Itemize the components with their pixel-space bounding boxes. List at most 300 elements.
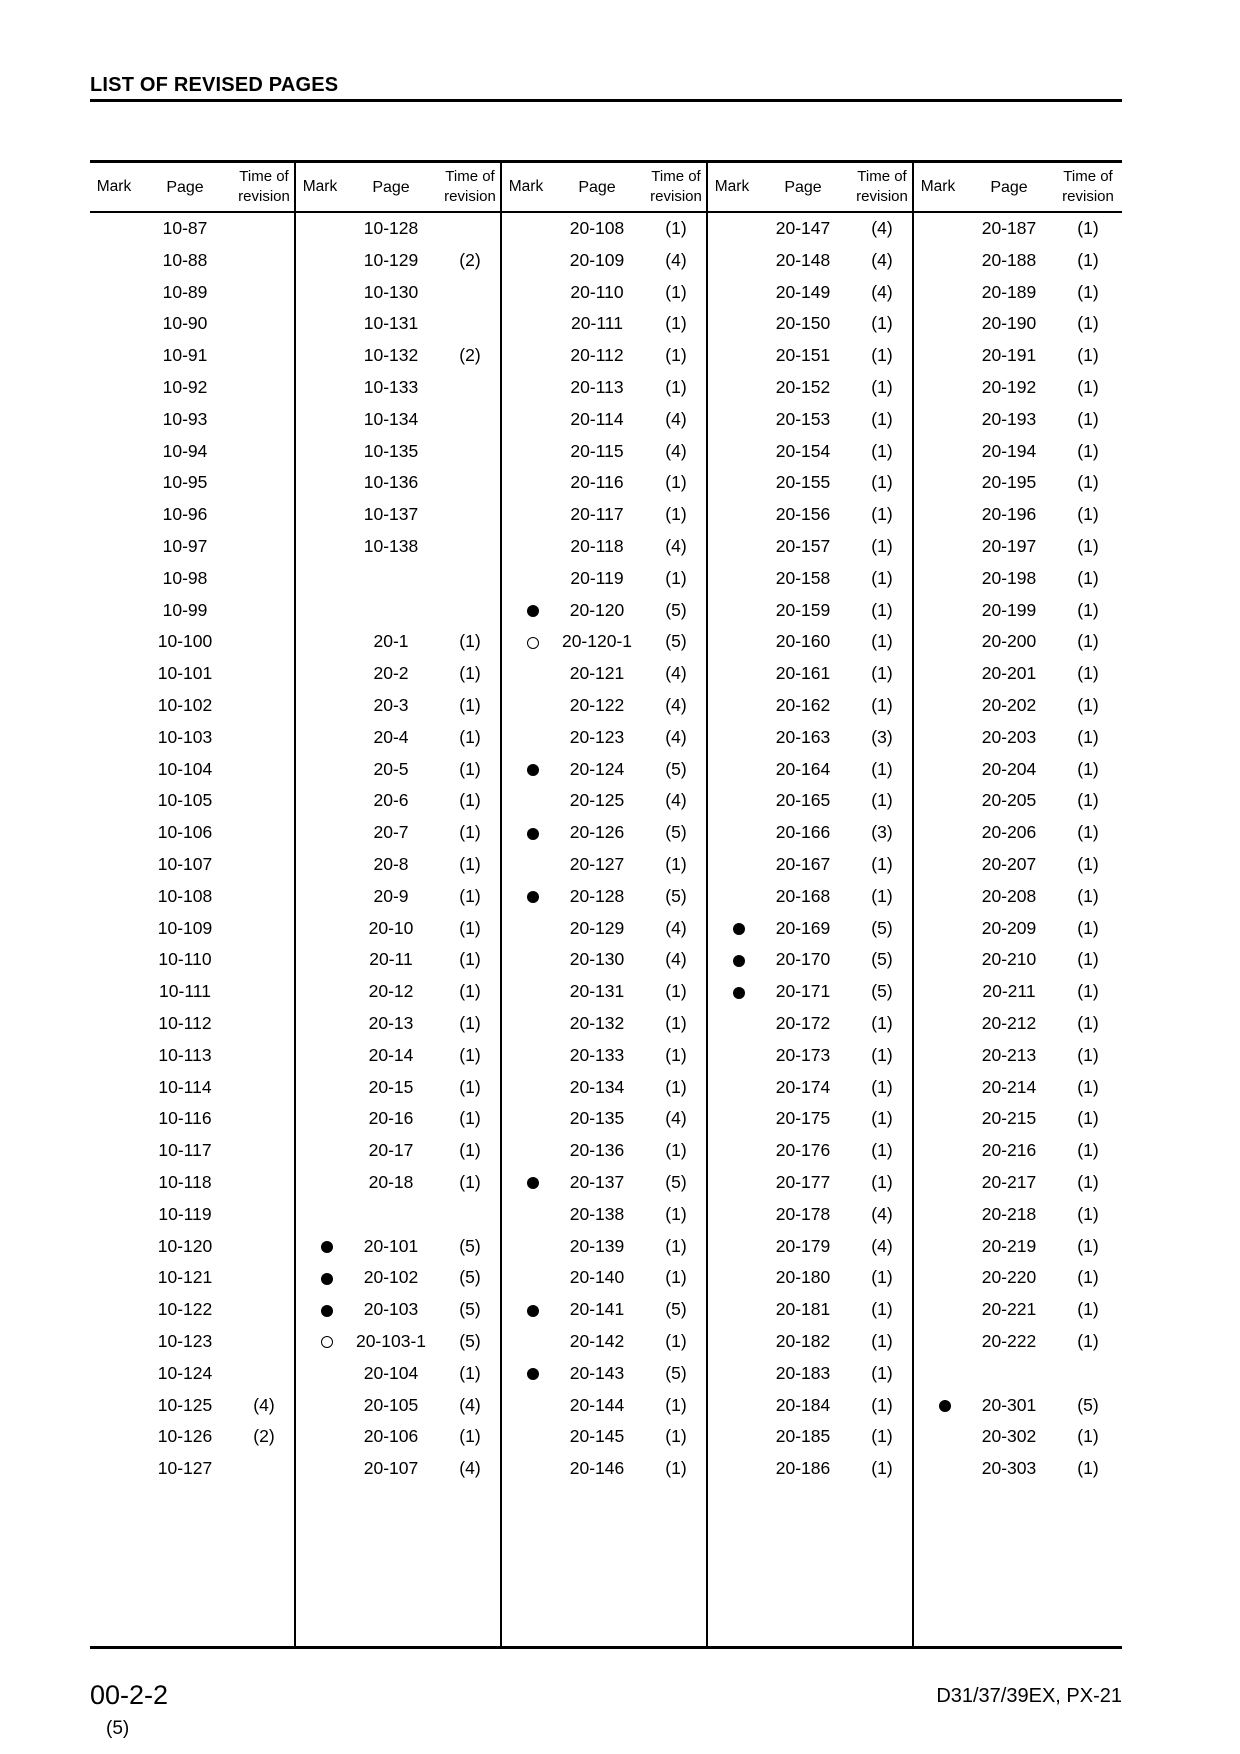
page-cell: 20-162: [775, 695, 831, 715]
page-cell: 20-214: [981, 1076, 1037, 1097]
mark-cell: [914, 1421, 962, 1451]
time-of-revision-cell: (1): [665, 1044, 687, 1065]
mark-cell: [914, 1294, 962, 1324]
time-of-revision-cell: (1): [1077, 1203, 1099, 1224]
time-of-revision-cell: (5): [459, 1299, 481, 1320]
mark-cell: [90, 436, 138, 466]
page-cell: 20-153: [775, 408, 831, 429]
time-of-revision-cell: (1): [871, 1458, 893, 1479]
mark-cell: [914, 722, 962, 752]
page-cell: 10-121: [157, 1267, 213, 1288]
page-cell: 20-112: [570, 345, 624, 366]
time-of-revision-cell: [438, 1199, 502, 1229]
time-of-revision-cell: (4): [665, 949, 687, 970]
page-cell: 20-211: [982, 981, 1036, 1002]
time-of-revision-cell: [232, 1358, 296, 1388]
page-cell: 20-163: [775, 726, 831, 747]
time-of-revision-cell: (5): [1077, 1394, 1099, 1415]
time-of-revision-cell: [232, 1453, 296, 1483]
mark-cell: [708, 913, 756, 943]
page-cell: [962, 1358, 1056, 1388]
time-of-revision-cell: (1): [871, 313, 893, 334]
table-row: [914, 1421, 1120, 1451]
time-of-revision-cell: (2): [459, 345, 481, 366]
mark-cell: [502, 1103, 550, 1133]
table-row: [708, 976, 914, 1006]
page-cell: 20-185: [775, 1426, 831, 1447]
time-of-revision-cell: (4): [665, 408, 687, 429]
table-row: [90, 436, 296, 466]
page-cell: 20-200: [981, 631, 1037, 652]
mark-cell: [708, 1072, 756, 1102]
time-of-revision-cell: (1): [871, 663, 893, 684]
table-row: [914, 1231, 1120, 1261]
table-row: [296, 913, 502, 943]
table-row: [502, 1326, 708, 1356]
mark-cell: [708, 531, 756, 561]
mark-cell: [708, 595, 756, 625]
mark-cell: [502, 1199, 550, 1229]
table-row: [296, 881, 502, 911]
time-of-revision-cell: [438, 467, 502, 497]
page-cell: 20-184: [775, 1394, 831, 1415]
time-of-revision-cell: [232, 1135, 296, 1165]
time-of-revision-cell: (1): [665, 1013, 687, 1033]
mark-cell: [708, 722, 756, 752]
mark-cell: [708, 1421, 756, 1451]
table-row: [914, 913, 1120, 943]
time-of-revision-cell: (1): [665, 1203, 687, 1224]
page-cell: 10-127: [157, 1458, 213, 1479]
mark-cell: [914, 817, 962, 847]
table-row: [296, 817, 502, 847]
time-of-revision-cell: [232, 404, 296, 434]
table-row: [90, 467, 296, 497]
time-of-revision-cell: [232, 722, 296, 752]
time-of-revision-cell: (1): [459, 981, 481, 1002]
time-of-revision-cell: (1): [1077, 1108, 1099, 1129]
mark-cell: [90, 1262, 138, 1292]
table-row: [296, 944, 502, 974]
table-row: [90, 1262, 296, 1292]
table-row: [296, 1421, 502, 1451]
mark-cell: [296, 595, 344, 625]
page-cell: 10-104: [157, 758, 213, 779]
time-of-revision-cell: (5): [459, 1331, 481, 1351]
mark-cell: [296, 754, 344, 784]
mark-cell: [708, 1231, 756, 1261]
page-cell: 20-169: [775, 917, 831, 938]
page-cell: 10-103: [157, 726, 213, 747]
page-cell: 20-206: [981, 822, 1037, 843]
mark-cell: [708, 1199, 756, 1229]
table-row: [708, 404, 914, 434]
mark-cell: [90, 1358, 138, 1388]
mark-cell: [90, 690, 138, 720]
table-row: [502, 1008, 708, 1038]
page-cell: 20-103-1: [355, 1331, 427, 1351]
table-row: [914, 563, 1120, 593]
table-row: [296, 404, 502, 434]
table-row: [90, 1453, 296, 1483]
page-cell: 10-92: [162, 377, 208, 397]
filled-circle-icon: [527, 1368, 539, 1380]
table-row: [90, 626, 296, 656]
mark-cell: [296, 436, 344, 466]
mark-cell: [914, 404, 962, 434]
page-cell: 10-94: [162, 440, 208, 461]
table-row: [296, 976, 502, 1006]
table-row: [296, 1040, 502, 1070]
time-of-revision-cell: (1): [871, 1426, 893, 1447]
time-of-revision-cell: (1): [459, 1140, 481, 1161]
mark-cell: [914, 1390, 962, 1420]
page-cell: 20-146: [569, 1458, 625, 1479]
table-row: [90, 595, 296, 625]
time-of-revision-cell: (5): [665, 822, 687, 843]
time-of-revision-cell: (4): [665, 726, 687, 747]
page-cell: 20-2: [373, 663, 409, 684]
page-cell: 20-174: [775, 1076, 831, 1097]
mark-cell: [502, 1453, 550, 1483]
table-row: [90, 1421, 296, 1451]
time-of-revision-cell: [232, 1262, 296, 1292]
table-row: [296, 1072, 502, 1102]
mark-cell: [90, 785, 138, 815]
page-cell: 20-114: [570, 408, 624, 429]
table-row: [708, 1390, 914, 1420]
page-cell: 20-10: [368, 917, 414, 938]
time-of-revision-cell: (1): [459, 1013, 481, 1033]
header-mark: Mark: [96, 178, 132, 195]
mark-cell: [502, 1262, 550, 1292]
mark-cell: [914, 1199, 962, 1229]
mark-cell: [914, 340, 962, 370]
table-row: [914, 467, 1120, 497]
mark-cell: [296, 1199, 344, 1229]
page-cell: 20-115: [570, 440, 624, 461]
mark-cell: [914, 245, 962, 275]
page-cell: 20-209: [981, 917, 1037, 938]
time-of-revision-cell: [232, 531, 296, 561]
page-cell: 20-159: [775, 599, 831, 620]
table-row: [296, 849, 502, 879]
time-of-revision-cell: [438, 499, 502, 529]
header-page: Page: [990, 179, 1028, 196]
mark-cell: [90, 658, 138, 688]
time-of-revision-cell: [438, 436, 502, 466]
time-of-revision-cell: (1): [665, 313, 687, 334]
time-of-revision-cell: (1): [1077, 949, 1099, 970]
page-cell: 20-5: [373, 758, 409, 779]
mark-cell: [502, 881, 550, 911]
mark-cell: [296, 1421, 344, 1451]
time-of-revision-cell: [232, 372, 296, 402]
time-of-revision-cell: (1): [665, 1267, 687, 1288]
header-time-line1: Time of: [445, 168, 495, 185]
table-row: [296, 785, 502, 815]
page-cell: 20-164: [775, 758, 831, 779]
table-row: [502, 626, 708, 656]
time-of-revision-cell: (4): [665, 1108, 687, 1129]
table-row: [914, 849, 1120, 879]
time-of-revision-cell: (4): [665, 917, 687, 938]
mark-cell: [296, 499, 344, 529]
page-cell: 20-119: [570, 567, 624, 588]
time-of-revision-cell: [232, 277, 296, 307]
time-of-revision-cell: (4): [459, 1458, 481, 1479]
time-of-revision-cell: (1): [665, 377, 687, 397]
page-cell: 10-116: [158, 1108, 212, 1129]
footer-page-number: 00-2-2: [90, 1680, 169, 1710]
mark-cell: [296, 1262, 344, 1292]
page-cell: 20-120-1: [561, 631, 633, 652]
time-of-revision-cell: [232, 1103, 296, 1133]
table-row: [296, 499, 502, 529]
page-cell: 20-118: [570, 536, 624, 556]
table-row: [708, 1167, 914, 1197]
mark-cell: [90, 913, 138, 943]
time-of-revision-cell: (1): [665, 504, 687, 525]
page-cell: 20-125: [569, 790, 625, 811]
mark-cell: [914, 1453, 962, 1483]
mark-cell: [502, 1040, 550, 1070]
table-row: [914, 1167, 1120, 1197]
time-of-revision-cell: [438, 213, 502, 243]
time-of-revision-cell: (1): [665, 1394, 687, 1415]
filled-circle-icon: [733, 923, 745, 935]
time-of-revision-cell: (3): [871, 822, 893, 843]
time-of-revision-cell: [232, 881, 296, 911]
header-time-line2: revision: [650, 188, 702, 205]
table-row: [708, 626, 914, 656]
table-row: [90, 308, 296, 338]
page-cell: 20-195: [981, 472, 1037, 493]
table-row: [708, 913, 914, 943]
mark-cell: [914, 372, 962, 402]
page-cell: 20-170: [775, 949, 831, 970]
page-cell: 20-186: [775, 1458, 831, 1479]
mark-cell: [90, 404, 138, 434]
time-of-revision-cell: (1): [665, 1458, 687, 1479]
table-row: [914, 1294, 1120, 1324]
mark-cell: [296, 277, 344, 307]
page-cell: 20-13: [368, 1013, 414, 1033]
page-cell: 20-199: [981, 599, 1037, 620]
page-cell: 10-107: [157, 854, 213, 874]
table-row: [708, 1072, 914, 1102]
page-cell: 20-126: [569, 822, 625, 843]
page-cell: 20-142: [569, 1331, 625, 1351]
page-cell: 20-180: [775, 1267, 831, 1288]
mark-cell: [90, 1326, 138, 1356]
mark-cell: [502, 372, 550, 402]
page-cell: 20-136: [569, 1140, 625, 1161]
table-row: [296, 340, 502, 370]
mark-cell: [502, 1231, 550, 1261]
table-row: [914, 1262, 1120, 1292]
time-of-revision-cell: (1): [1077, 726, 1099, 747]
mark-cell: [708, 1103, 756, 1133]
page-cell: 20-197: [981, 536, 1037, 556]
page-cell: 20-156: [775, 504, 831, 525]
page-cell: 20-172: [775, 1013, 831, 1033]
table-row: [90, 1326, 296, 1356]
mark-cell: [914, 436, 962, 466]
time-of-revision-cell: (4): [665, 440, 687, 461]
page-cell: 20-151: [775, 345, 831, 366]
mark-cell: [296, 531, 344, 561]
page-cell: 10-99: [162, 599, 208, 620]
page-cell: 10-129: [363, 249, 419, 270]
time-of-revision-cell: [232, 1167, 296, 1197]
time-of-revision-cell: (1): [1077, 408, 1099, 429]
table-row: [296, 1167, 502, 1197]
time-of-revision-cell: [232, 1072, 296, 1102]
time-of-revision-cell: (1): [665, 281, 687, 302]
page-cell: 10-124: [157, 1362, 213, 1383]
page-cell: 20-110: [570, 281, 624, 302]
table-row: [708, 1231, 914, 1261]
table-row: [502, 467, 708, 497]
page-cell: 20-7: [373, 822, 409, 843]
table-row: [502, 976, 708, 1006]
time-of-revision-cell: (5): [459, 1267, 481, 1288]
page-cell: 20-8: [373, 854, 409, 874]
mark-cell: [914, 1262, 962, 1292]
mark-cell: [90, 1072, 138, 1102]
column-group-header: [914, 163, 1120, 211]
header-time-of-revision: [232, 167, 296, 207]
page-cell: 20-192: [981, 377, 1037, 397]
time-of-revision-cell: (1): [1077, 790, 1099, 811]
time-of-revision-cell: (1): [1077, 1013, 1099, 1033]
page-cell: 20-303: [981, 1458, 1037, 1479]
mark-cell: [296, 372, 344, 402]
table-row: [90, 913, 296, 943]
header-page: Page: [372, 179, 410, 196]
table-row: [90, 754, 296, 784]
table-row: [502, 1103, 708, 1133]
mark-cell: [296, 213, 344, 243]
mark-cell: [502, 944, 550, 974]
table-row: [90, 881, 296, 911]
table-row: [90, 340, 296, 370]
table-row: [502, 658, 708, 688]
page-cell: 10-93: [162, 408, 208, 429]
time-of-revision-cell: (1): [1077, 854, 1099, 874]
time-of-revision-cell: (1): [459, 949, 481, 970]
table-row: [708, 1294, 914, 1324]
table-row: [708, 944, 914, 974]
time-of-revision-cell: (5): [665, 1362, 687, 1383]
table-row: [90, 1167, 296, 1197]
time-of-revision-cell: (1): [871, 1172, 893, 1192]
table-row: [914, 595, 1120, 625]
page-cell: 10-108: [157, 885, 213, 906]
mark-cell: [296, 1135, 344, 1165]
mark-cell: [502, 785, 550, 815]
table-row: [502, 1231, 708, 1261]
page-cell: 10-112: [158, 1013, 212, 1033]
page-cell: 20-183: [775, 1362, 831, 1383]
table-row: [708, 785, 914, 815]
page-cell: 20-102: [363, 1267, 419, 1288]
page-cell: 20-16: [368, 1108, 414, 1129]
page-cell: 20-204: [981, 758, 1037, 779]
time-of-revision-cell: (1): [665, 981, 687, 1002]
mark-cell: [296, 1231, 344, 1261]
time-of-revision-cell: (1): [871, 536, 893, 556]
table-row: [90, 690, 296, 720]
page-cell: 10-90: [162, 313, 208, 334]
page-cell: 20-302: [981, 1426, 1037, 1447]
mark-cell: [502, 913, 550, 943]
page-cell: 20-181: [775, 1299, 831, 1320]
time-of-revision-cell: [232, 499, 296, 529]
table-row: [914, 404, 1120, 434]
mark-cell: [914, 690, 962, 720]
time-of-revision-cell: (1): [1077, 1044, 1099, 1065]
table-row: [296, 1135, 502, 1165]
table-row: [914, 308, 1120, 338]
page-cell: 20-140: [569, 1267, 625, 1288]
table-row: [502, 1421, 708, 1451]
mark-cell: [708, 1167, 756, 1197]
page-title: LIST OF REVISED PAGES: [90, 74, 339, 96]
page-cell: 20-212: [981, 1013, 1037, 1033]
time-of-revision-cell: (1): [1077, 695, 1099, 715]
table-row: [296, 1390, 502, 1420]
page-cell: 20-215: [981, 1108, 1037, 1129]
table-row: [90, 1008, 296, 1038]
page-cell: 20-131: [569, 981, 625, 1002]
mark-cell: [502, 563, 550, 593]
time-of-revision-cell: (1): [1077, 472, 1099, 493]
page-cell: 20-166: [775, 822, 831, 843]
page-cell: 20-149: [775, 281, 831, 302]
mark-cell: [502, 1072, 550, 1102]
time-of-revision-cell: (1): [459, 631, 481, 652]
time-of-revision-cell: [438, 563, 502, 593]
table-row: [708, 1008, 914, 1038]
header-mark: Mark: [302, 178, 338, 195]
mark-cell: [914, 467, 962, 497]
table-row: [90, 722, 296, 752]
page-cell: 20-198: [981, 567, 1037, 588]
header-time-of-revision: [438, 167, 502, 207]
table-row: [708, 436, 914, 466]
header-page: Page: [166, 179, 204, 196]
page-cell: 20-160: [775, 631, 831, 652]
table-row: [502, 404, 708, 434]
table-row: [296, 1294, 502, 1324]
mark-cell: [296, 944, 344, 974]
page-cell: 10-106: [157, 822, 213, 843]
table-row: [708, 1358, 914, 1388]
header-mark: Mark: [920, 178, 956, 195]
table-row: [502, 531, 708, 561]
time-of-revision-cell: [232, 213, 296, 243]
page-cell: 20-167: [775, 854, 831, 874]
page-cell: 10-120: [157, 1235, 213, 1256]
page-cell: 20-177: [775, 1172, 831, 1192]
time-of-revision-cell: (1): [459, 1044, 481, 1065]
table-row: [914, 817, 1120, 847]
page-cell: 20-205: [981, 790, 1037, 811]
time-of-revision-cell: (1): [871, 854, 893, 874]
page-cell: 20-157: [775, 536, 831, 556]
